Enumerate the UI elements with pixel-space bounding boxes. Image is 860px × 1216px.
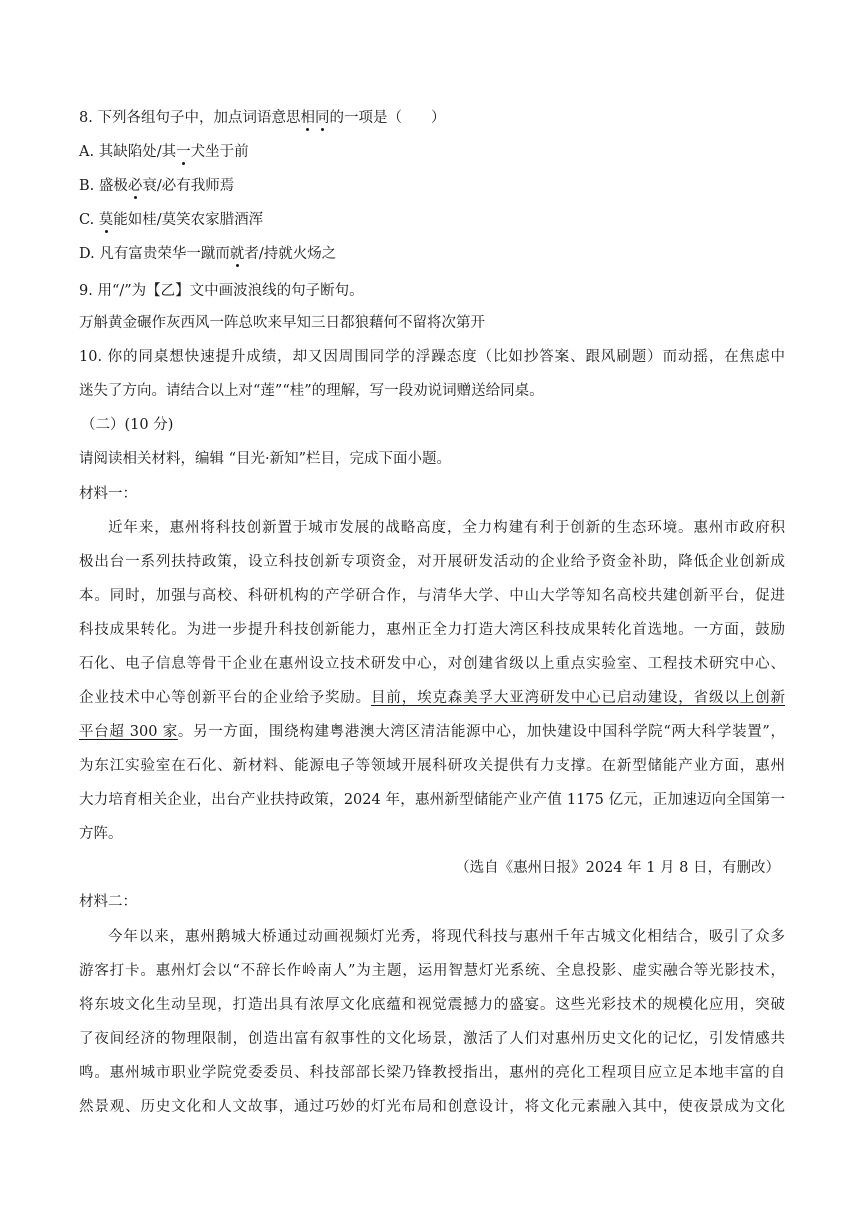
material1-underlined-text: 平台超 300 家	[79, 724, 178, 740]
option-text: A. 其缺陷处/其	[79, 144, 177, 160]
option-dotted-char: 必	[127, 178, 143, 194]
option-text: 能如桂/莫笑农家腊酒浑	[113, 212, 264, 228]
material1-label: 材料一：	[79, 486, 137, 502]
q8-stem-dotted-char: 同	[314, 110, 330, 126]
material1-line: 科技成果转化。为进一步提升科技创新能力，惠州正全力打造大湾区科技成果转化首选地。一方面，鼓励	[79, 622, 785, 638]
option-text: 犬坐于前	[190, 144, 249, 160]
material2-label: 材料二：	[79, 894, 137, 910]
q9-sentence: 万斛黄金碾作灰西风一阵总吹来早知三日都狼藉何不留将次第开	[79, 315, 485, 331]
q9-stem: 9. 用“/”为【乙】文中画波浪线的句子断句。	[79, 283, 364, 299]
material1-line: 极出台一系列扶持政策，设立科技创新专项资金，对开展研发活动的企业给予资金补助，降低企业创新成	[79, 554, 785, 570]
material1-source: （选自《惠州日报》2024 年 1 月 8 日，有删改）	[455, 860, 780, 876]
section-instruction: 请阅读相关材料，编辑 “目光·新知”栏目，完成下面小题。	[79, 451, 452, 467]
material1-line: 石化、电子信息等骨干企业在惠州设立技术研发中心，对创建省级以上重点实验室、工程技术研究中心、	[79, 656, 785, 672]
q8-option-c	[79, 210, 263, 230]
material1-text: 企业技术中心等创新平台的企业给予奖励。	[79, 690, 371, 706]
q10-line-1: 10. 你的同桌想快速提升成绩，却又因周围同学的浮躁态度（比如抄答案、跟风刷题）而动摇，在焦虑中	[79, 349, 785, 365]
material1-line-underlined	[79, 722, 785, 742]
material1-line: 本。同时，加强与高校、科研机构的产学研合作，与清华大学、中山大学等知名高校共建创新平台，促进	[79, 588, 785, 604]
option-text: C.	[79, 212, 99, 228]
option-text: 衰/必有我师焉	[142, 178, 235, 194]
material1-underlined-text: 目前，埃克森美孚大亚湾研发中心已启动建设，省级以上创新	[370, 690, 785, 706]
q8-option-a	[79, 142, 249, 162]
option-text: B. 盛极	[79, 178, 128, 194]
material2-line: 鸣。惠州城市职业学院党委委员、科技部部长梁乃锋教授指出，惠州的亮化工程项目应立足本地丰富的自	[79, 1065, 785, 1081]
q8-option-d	[79, 244, 336, 264]
material1-text: 。另一方面，围绕构建粤港澳大湾区清洁能源中心，加快建设中国科学院“两大科学装置”，	[177, 724, 785, 740]
q10-line-2: 迷失了方向。请结合以上对“莲”“桂”的理解，写一段劝说词赠送给同桌。	[79, 383, 544, 399]
q8-stem-text: 的一项是（ ）	[329, 110, 446, 126]
material1-line: 方阵。	[79, 826, 123, 842]
material2-line: 今年以来，惠州鹅城大桥通过动画视频灯光秀，将现代科技与惠州千年古城文化相结合，吸引了众多	[108, 929, 785, 945]
section-heading: （二）(10 分)	[81, 417, 174, 433]
option-dotted-char: 就	[229, 246, 245, 262]
material1-line: 为东江实验室在石化、新材料、能源电子等领域开展科研攻关提供有力支撑。在新型储能产业方面，惠州	[79, 758, 785, 774]
q8-option-b	[79, 176, 234, 196]
material2-line: 将东坡文化生动呈现，打造出具有浓厚文化底蕴和视觉震撼力的盛宴。这些光彩技术的规模化应用，突破	[79, 997, 785, 1013]
material1-line: 大力培育相关企业，出台产业扶持政策，2024 年，惠州新型储能产业产值 1175 亿元，正加速迈向全国第一	[79, 792, 785, 808]
option-dotted-char: 莫	[98, 212, 114, 228]
material2-line: 了夜间经济的物理限制，创造出富有叙事性的文化场景，激活了人们对惠州历史文化的记忆，引发情感共	[79, 1031, 785, 1047]
q8-stem-text: 8. 下列各组句子中，加点词语意思	[79, 110, 301, 126]
material2-line: 游客打卡。惠州灯会以“不辞长作岭南人”为主题，运用智慧灯光系统、全息投影、虚实融合等光影技术，	[79, 963, 785, 979]
option-text: 者/持就火炀之	[244, 246, 337, 262]
q8-stem	[79, 108, 445, 128]
q8-stem-dotted-char: 相	[300, 110, 315, 126]
material2-line: 然景观、历史文化和人文故事，通过巧妙的灯光布局和创意设计，将文化元素融入其中，使夜景成为文化	[79, 1099, 785, 1115]
material1-line: 近年来，惠州将科技创新置于城市发展的战略高度，全力构建有利于创新的生态环境。惠州市政府积	[108, 520, 785, 536]
option-dotted-char: 一	[176, 144, 191, 160]
material1-line-underlined	[79, 688, 785, 708]
option-text: D. 凡有富贵荣华一蹴而	[79, 246, 230, 262]
